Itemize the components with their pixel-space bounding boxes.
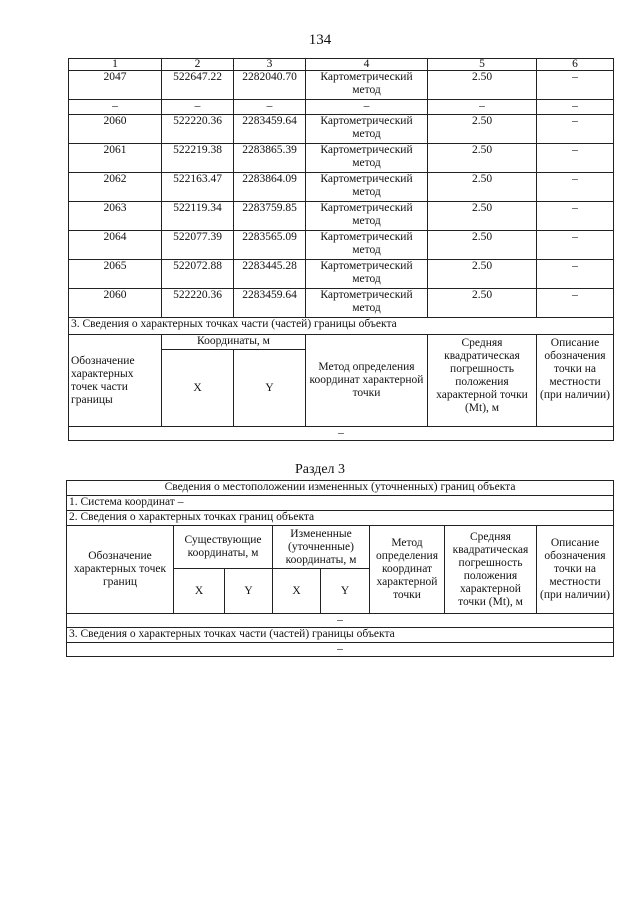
column-number: 4 bbox=[306, 59, 428, 71]
coord-x: 522163.47 bbox=[162, 173, 234, 202]
header-description: Описание обозначения точки на местности (при наличии) bbox=[537, 335, 614, 427]
accuracy: 2.50 bbox=[428, 173, 537, 202]
description: – bbox=[537, 289, 614, 318]
coord-x: 522072.88 bbox=[162, 260, 234, 289]
point-id: 2047 bbox=[69, 71, 162, 100]
section-subtitle: Сведения о местоположении измененных (уточненных) границ объекта bbox=[67, 481, 614, 496]
coord-y: 2283459.64 bbox=[234, 115, 306, 144]
section-row bbox=[69, 318, 614, 335]
description: – bbox=[537, 173, 614, 202]
method: Картометрический метод bbox=[306, 115, 428, 144]
table-row bbox=[69, 115, 614, 144]
header-existing: Существующие координаты, м bbox=[174, 526, 273, 569]
accuracy: 2.50 bbox=[428, 231, 537, 260]
ellipsis-cell: – bbox=[162, 100, 234, 115]
column-number: 1 bbox=[69, 59, 162, 71]
header-designation: Обозначение характерных точек границ bbox=[67, 526, 174, 614]
accuracy: 2.50 bbox=[428, 202, 537, 231]
points-title: 2. Сведения о характерных точках границ объекта bbox=[67, 511, 614, 526]
coordinate-system: 1. Система координат – bbox=[67, 496, 614, 511]
header-designation: Обозначение характерных точек части границы bbox=[69, 335, 162, 427]
point-id: 2061 bbox=[69, 144, 162, 173]
header-method: Метод определения координат характерной точки bbox=[370, 526, 445, 614]
method: Картометрический метод bbox=[306, 289, 428, 318]
header-existing-x: X bbox=[174, 569, 225, 614]
table-row bbox=[69, 173, 614, 202]
column-number: 6 bbox=[537, 59, 614, 71]
coord-x: 522077.39 bbox=[162, 231, 234, 260]
header-x: X bbox=[162, 350, 234, 427]
coord-y: 2283864.09 bbox=[234, 173, 306, 202]
coord-y: 2282040.70 bbox=[234, 71, 306, 100]
page-number: 134 bbox=[308, 32, 332, 48]
header-changed-x: X bbox=[273, 569, 321, 614]
subtitle-row bbox=[67, 481, 614, 496]
header-accuracy: Средняя квадратическая погрешность положения характерной точки (Mt), м bbox=[445, 526, 537, 614]
header-changed: Измененные (уточненные) координаты, м bbox=[273, 526, 370, 569]
ellipsis-cell: – bbox=[537, 100, 614, 115]
parts-title-row bbox=[67, 628, 614, 643]
changed-boundaries-table bbox=[66, 480, 614, 657]
header-method: Метод определения координат характерной точки bbox=[306, 335, 428, 427]
point-id: 2060 bbox=[69, 115, 162, 144]
coord-x: 522119.34 bbox=[162, 202, 234, 231]
ellipsis-cell: – bbox=[306, 100, 428, 115]
header-description: Описание обозначения точки на местности (при наличии) bbox=[537, 526, 614, 614]
coord-x: 522219.38 bbox=[162, 144, 234, 173]
ellipsis-cell: – bbox=[69, 100, 162, 115]
points-title-row bbox=[67, 511, 614, 526]
coord-y: 2283459.64 bbox=[234, 289, 306, 318]
coord-x: 522220.36 bbox=[162, 115, 234, 144]
point-id: 2063 bbox=[69, 202, 162, 231]
section-title: Раздел 3 bbox=[294, 462, 346, 477]
table-row bbox=[69, 231, 614, 260]
coord-x: 522220.36 bbox=[162, 289, 234, 318]
method: Картометрический метод bbox=[306, 231, 428, 260]
table-row bbox=[69, 144, 614, 173]
point-id: 2064 bbox=[69, 231, 162, 260]
header-existing-y: Y bbox=[225, 569, 273, 614]
accuracy: 2.50 bbox=[428, 289, 537, 318]
method: Картометрический метод bbox=[306, 202, 428, 231]
header-accuracy: Средняя квадратическая погрешность положения характерной точки (Mt), м bbox=[428, 335, 537, 427]
table-row bbox=[69, 71, 614, 100]
accuracy: 2.50 bbox=[428, 71, 537, 100]
column-number: 2 bbox=[162, 59, 234, 71]
point-id: 2065 bbox=[69, 260, 162, 289]
header-coordinates: Координаты, м bbox=[162, 335, 306, 350]
ellipsis-row bbox=[69, 100, 614, 115]
description: – bbox=[537, 71, 614, 100]
column-number: 3 bbox=[234, 59, 306, 71]
table-row bbox=[69, 289, 614, 318]
ellipsis-cell: – bbox=[428, 100, 537, 115]
section-3-title: 3. Сведения о характерных точках части (частей) границы объекта bbox=[69, 318, 614, 335]
accuracy: 2.50 bbox=[428, 144, 537, 173]
column-number: 5 bbox=[428, 59, 537, 71]
points-header-row bbox=[67, 526, 614, 569]
empty-row bbox=[67, 614, 614, 628]
description: – bbox=[537, 260, 614, 289]
empty-row bbox=[69, 427, 614, 441]
method: Картометрический метод bbox=[306, 260, 428, 289]
table-row bbox=[69, 260, 614, 289]
empty-cell: – bbox=[69, 427, 614, 441]
accuracy: 2.50 bbox=[428, 260, 537, 289]
column-numbers-row bbox=[69, 59, 614, 71]
description: – bbox=[537, 115, 614, 144]
header-changed-y: Y bbox=[321, 569, 370, 614]
point-id: 2060 bbox=[69, 289, 162, 318]
parts-title: 3. Сведения о характерных точках части (частей) границы объекта bbox=[67, 628, 614, 643]
method: Картометрический метод bbox=[306, 71, 428, 100]
method: Картометрический метод bbox=[306, 173, 428, 202]
coord-y: 2283759.85 bbox=[234, 202, 306, 231]
accuracy: 2.50 bbox=[428, 115, 537, 144]
description: – bbox=[537, 202, 614, 231]
table-row bbox=[69, 202, 614, 231]
header-y: Y bbox=[234, 350, 306, 427]
coord-y: 2283865.39 bbox=[234, 144, 306, 173]
parts-header-row bbox=[69, 335, 614, 350]
empty-cell: – bbox=[67, 614, 614, 628]
coord-y: 2283445.28 bbox=[234, 260, 306, 289]
point-id: 2062 bbox=[69, 173, 162, 202]
ellipsis-cell: – bbox=[234, 100, 306, 115]
empty-row bbox=[67, 643, 614, 657]
coord-x: 522647.22 bbox=[162, 71, 234, 100]
empty-cell: – bbox=[67, 643, 614, 657]
coord-system-row bbox=[67, 496, 614, 511]
description: – bbox=[537, 231, 614, 260]
description: – bbox=[537, 144, 614, 173]
boundary-points-table bbox=[68, 58, 614, 441]
coord-y: 2283565.09 bbox=[234, 231, 306, 260]
method: Картометрический метод bbox=[306, 144, 428, 173]
